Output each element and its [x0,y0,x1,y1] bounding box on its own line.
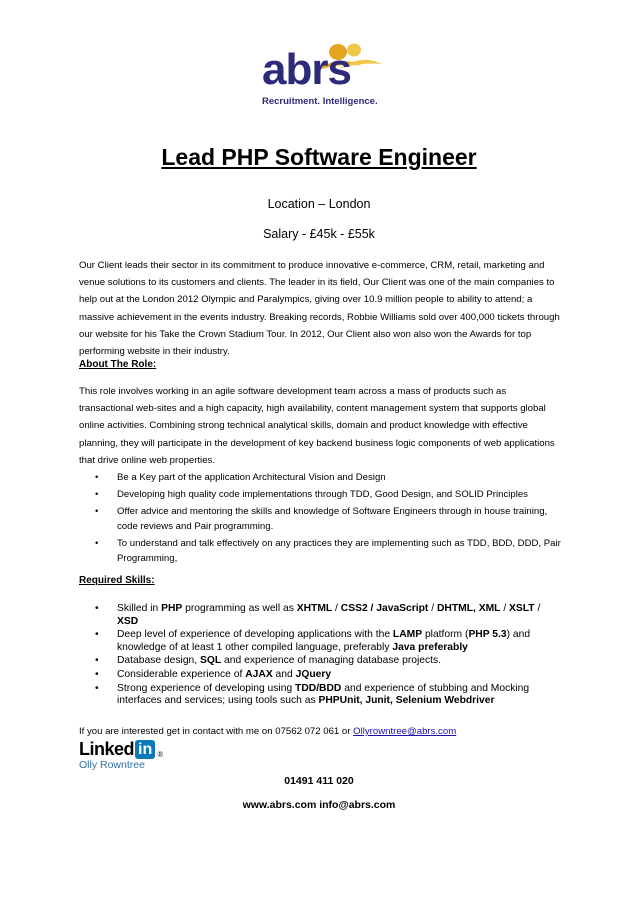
list-item [79,669,561,682]
text-segment: platform ( [422,629,469,641]
bold-text: XSLT [509,603,535,614]
text-segment: and [272,668,296,680]
logo-wordmark: abrs [262,45,351,94]
text-segment: / [534,603,541,614]
linkedin-in-icon: in [135,740,155,759]
list-item: • Developing high quality code implementations through TDD, Good Design, and SOLID Principles [79,487,561,502]
web-and-email: www.abrs.com info@abrs.com [242,799,396,811]
text-segment: programming as well as [182,603,297,614]
contact-text: If you are interested get in contact with me on 07562 072 061 or [79,726,354,737]
salary-line: Salary - £45k - £55k [263,227,375,241]
bold-text: AJAX [245,668,273,680]
bold-text: PHP 5.3 [468,629,507,641]
list-item: • Be a Key part of the application Architectural Vision and Design [79,470,561,485]
bold-text: XSD [117,615,139,627]
text-segment: ) and knowledge of at least 1 other compiled language, preferably [117,629,531,653]
location-line: Location – London [267,197,371,211]
skills-heading: Required Skills: [79,575,155,586]
phone-number: 01491 411 020 [284,775,354,787]
about-bullet-list [79,470,561,568]
list-item [79,629,561,654]
text-segment: and experience of stubbing and Mocking interfaces and services; using tools such as [117,682,530,707]
contact-name: Olly Rowntree [79,759,145,771]
bold-text: SQL [200,655,222,667]
skills-bullet-list [79,603,561,709]
intro-paragraph: Our Client leads their sector in its commitment to produce innovative e-commerce, CRM, retail, marketing and venue solutions to its customers and clients. The leader in its field, Our Client was one of the main companies to help out at the London 2012 Olympic and Paralympics, giving over 10.9 million people to ability to attend; a massive achievement in the events industry. Breaking records, Robbie Williams sold over 400,000 tickets through our website for his Take the Crown Stadium Tour. In 2012, Our Client also won also won the Awards for top performing website in their industry. [79,260,560,358]
text-segment: Skilled in [117,603,162,614]
bold-text: Java preferably [392,641,468,653]
bold-text: JQuery [295,668,332,680]
list-item: • Offer advice and mentoring the skills and knowledge of Software Engineers through in house training, code reviews and Pair programming. [79,504,561,534]
bold-text: DHTML, XML [436,603,501,614]
list-item [79,655,561,668]
linkedin-logo[interactable] [79,739,163,759]
abrs-logo [258,40,388,110]
bold-text: XHTML [296,603,333,614]
list-item: • To understand and talk effectively on any practices they are implementing such as TDD, BDD, DDD, Pair Programming, [79,536,561,566]
about-heading: About The Role: [79,359,157,370]
about-paragraph: This role involves working in an agile software development team across a mass of products such as transactional web-sites and a high capacity, high availability, content management system that supports global online activities. Combining strong technical analytical skills, domain and product knowledge with effective planning, they will participate in the development of key backend business logic components of web applications that drive online web properties. [79,386,555,466]
text-segment: and experience of managing database projects. [221,655,442,667]
bold-text: PHPUnit, Junit, Selenium Webdriver [318,695,495,707]
text-segment: Database design, [117,655,201,667]
contact-line [79,726,456,737]
text-segment: Deep level of experience of developing applications with the [117,629,393,641]
text-segment: / [332,603,341,614]
list-item [79,683,561,708]
linkedin-word: Linked [79,738,135,759]
logo-tagline: Recruitment. Intelligence. [262,96,378,107]
bold-text: TDD/BDD [295,682,342,694]
text-segment: Strong experience of developing using [117,682,296,694]
text-segment: / [500,603,510,614]
page-title: Lead PHP Software Engineer [161,144,477,170]
linkedin-registered-mark: ® [157,749,164,759]
bold-text: LAMP [392,629,423,641]
text-segment: Considerable experience of [117,668,246,680]
bold-text: CSS2 / JavaScript [340,603,429,614]
text-segment: / [428,603,437,614]
bold-text: PHP [161,603,183,614]
list-item [79,603,561,628]
email-link[interactable]: Ollyrowntree@abrs.com [353,726,457,737]
